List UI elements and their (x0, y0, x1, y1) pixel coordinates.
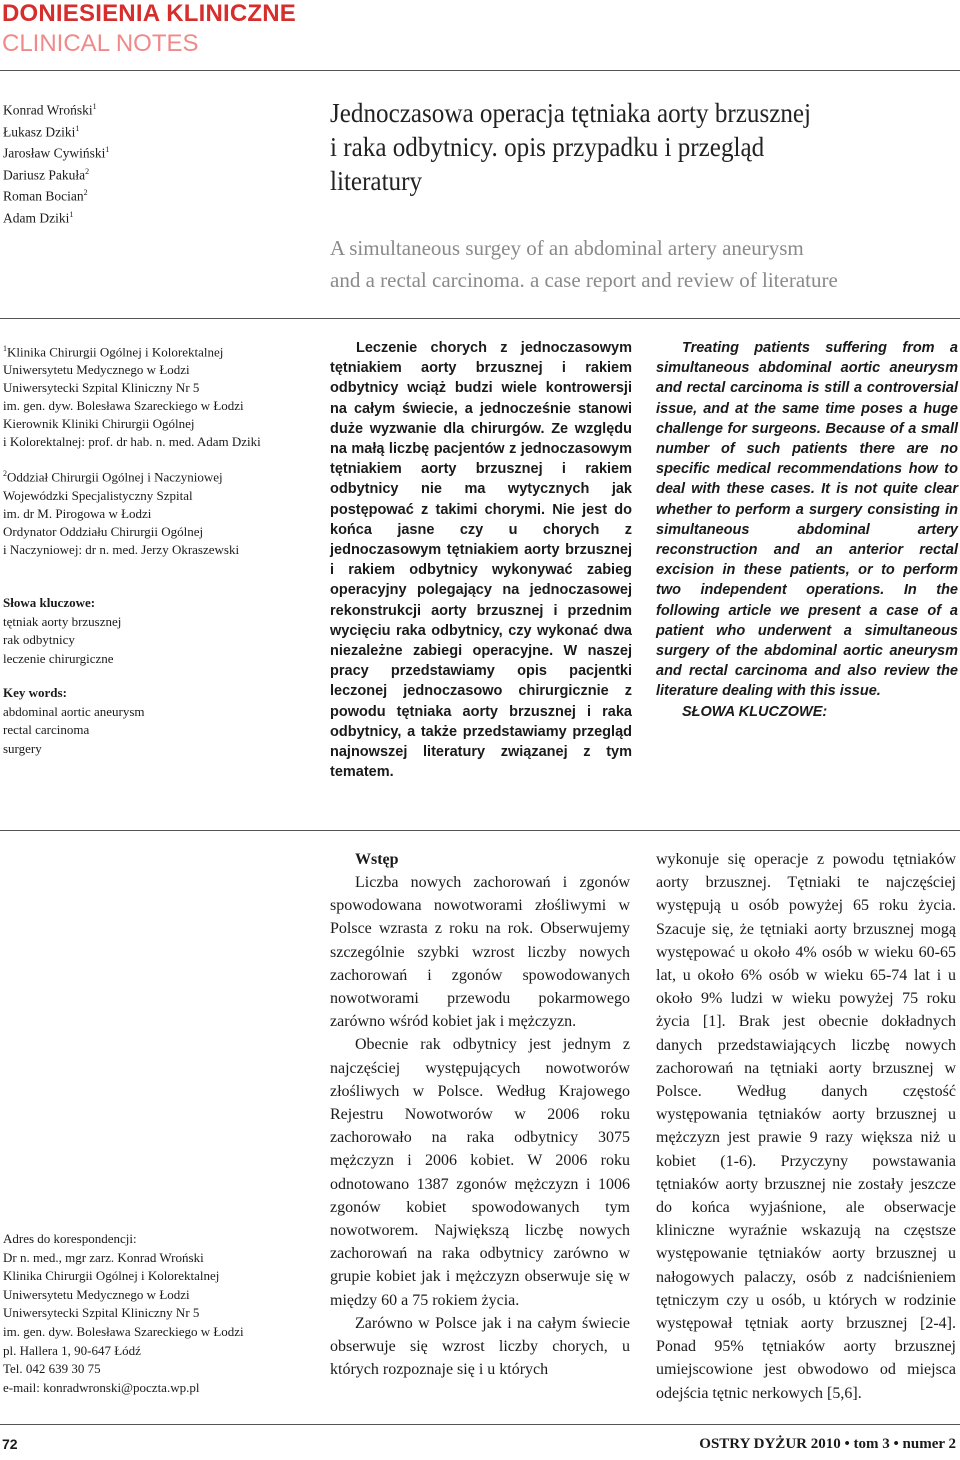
affiliation-1: $^1$Klinika Chirurgii Ogólnej i Kolorektalnej Uniwersytetu Medycznego w Łodzi Uniwersytecki Szpital Kliniczny Nr 5 im. gen. dyw. Bolesława Szareckiego w Łodzi Kierownik Kliniki Chirurgii Ogólnej i Kolorektalnej: prof. dr hab. n. med. Adam Dziki (3, 344, 261, 450)
article-title-en: A simultaneous surgey of an abdominal artery aneurysm and a rectal carcinoma. a case report and review of literature (330, 236, 838, 292)
author: Konrad Wroński$^1$ (3, 102, 97, 118)
paragraph: wykonuje się operacje z powodu tętniaków aorty brzusznej. Tętniaki te najczęściej występują u osób powyżej 65 roku życia. Szacuje się, że tętniaki aorty brzusznej mogą występować u około 4% osób w wieku 60-65 lat, u około 6% osób w wieku 65-74 lat i u około 9% ludzi w wieku powyżej 75 roku życia [1]. Brak jest obecnie dokładnych danych przedstawiających liczbę nowych zachorowań na tętniaki aorty brzusznej w Polsce. Według danych częstość występowania tętniaków aorty brzusznej u mężczyzn jest prawie 9 razy większa niż u kobiet (1-6). Przyczyny powstawania tętniaków aorty brzusznej nie zostały jeszcze do końca wyjaśnione, ale obserwacje kliniczne wyraźnie wskazują na częstsze występowanie tętniaków aorty brzusznej u nałogowych palaczy, osób z nadciśnieniem tętniczym czy u osób, u których w rodzinie występował tętniak aorty brzusznej [2-4]. Ponad 95% tętniaków aorty brzusznej umiejscowione jest obwodowo od miejsca odejścia tętnic nerkowych [5,6]. (656, 851, 956, 1402)
footer-divider (0, 1424, 960, 1425)
author: Dariusz Pakuła$^2$ (3, 166, 90, 182)
author: Łukasz Dziki$^1$ (3, 123, 80, 139)
page-number: 72 (2, 1436, 18, 1452)
keywords-en: Key words: abdominal aortic aneurysm rectal carcinoma surgery (3, 685, 145, 756)
author: Roman Bocian$^2$ (3, 188, 88, 204)
header-divider (0, 70, 960, 71)
abstract-divider (0, 830, 960, 831)
abstract-en: Treating patients suffering from a simultaneous abdominal aortic aneurysm and rectal carcinoma is still a controversial issue, and at the same time poses a huge challenge for surgeons. Because of a small number of such patients there are no specific medical recommendations how to deal with these cases. It is not quite clear whether to perform a surgery consisting in simultaneous abdominal artery reconstruction and an anterior rectal excision in these patients, or to perform two independent operations. In the following article we present a case of a patient who underwent a simultaneous surgery of the abdominal aortic aneurysm and rectal carcinoma and also review the literature dealing with this issue. SŁOWA KLUCZOWE: (656, 338, 958, 722)
title-divider (0, 318, 960, 319)
article-title-pl: Jednoczasowa operacja tętniaka aorty brzusznej i raka odbytnicy. opis przypadku i przegląd literatury (330, 98, 812, 196)
affiliations (3, 340, 323, 573)
email-link[interactable]: e-mail: konradwronski@poczta.wp.pl (3, 1379, 200, 1395)
abstract-keywords-label: SŁOWA KLUCZOWE: (682, 703, 828, 720)
author: Adam Dziki$^1$ (3, 209, 74, 225)
paragraph: Zarówno w Polsce jak i na całym świecie obserwuje się wzrost liczby chorych, u których rozpoznaje się i u których (330, 1314, 630, 1379)
correspondence: Adres do korespondencji: Dr n. med., mgr zarz. Konrad Wroński Klinika Chirurgii Ogólnej i Kolorektalnej Uniwersytetu Medycznego w Łodzi Uniwersytecki Szpital Kliniczny Nr 5 im. gen. dyw. Bolesława Szareckiego w Łodzi pl. Hallera 1, 90-647 Łódź Tel. 042 639 30 75 e-mail: konradwronski@poczta.wp.pl (3, 1230, 323, 1397)
author: Jarosław Cywiński$^1$ (3, 145, 110, 161)
keywords (3, 594, 323, 774)
paragraph: Obecnie rak odbytnicy jest jednym z najczęściej występujących nowotworów złośliwych w Polsce. Według Krajowego Rejestru Nowotworów w 2006 roku zachorowało na raka odbytnicy 3075 mężczyzn i 2006 kobiet. W 2006 roku odnotowano 1387 zgonów mężczyzn i 1006 zgonów kobiet spowodowanych tym nowotworem. Największą liczbę nowych zachorowań na raka odbytnicy zarówno w grupie kobiet jak i mężczyzn obserwuje się w między 60 a 75 rokiem życia. (330, 1036, 630, 1309)
author-list (3, 98, 109, 227)
section-heading-en: CLINICAL NOTES (2, 30, 199, 57)
section-heading-pl: DONIESIENIA KLINICZNE (2, 0, 296, 27)
section-heading: Wstęp (355, 851, 399, 868)
body-column-left (330, 848, 630, 1381)
keywords-pl: Słowa kluczowe: tętniak aorty brzusznej rak odbytnicy leczenie chirurgiczne (3, 595, 122, 666)
journal-footer: OSTRY DYŻUR 2010 • tom 3 • numer 2 (699, 1436, 956, 1452)
affiliation-2: $^2$Oddział Chirurgii Ogólnej i Naczyniowej Wojewódzki Specjalistyczny Szpital im. dr M. Pirogowa w Łodzi Ordynator Oddziału Chirurgii Ogólnej i Naczyniowej: dr n. med. Jerzy Okraszewski (3, 469, 240, 557)
body-column-right (656, 848, 956, 1405)
abstract-pl: Leczenie chorych z jednoczasowym tętniakiem aorty brzusznej i rakiem odbytnicy wciąż budzi wiele kontrowersji na całym świecie, a jednocześnie stanowi duże wyzwanie dla chirurgów. Ze względu na małą liczbę pacjentów z jednoczasowym tętniakiem aorty brzusznej i rakiem odbytnicy nie ma wytycznych jak postępować z takimi chorymi. Nie jest do końca jasne czy u chorych z jednoczasowym tętniakiem aorty brzusznej i rakiem odbytnicy wykonywać zabieg operacyjny polegający na jednoczasowej rekonstrukcji aorty brzusznej i przednim wycięciu raka odbytnicy, czy wykonać dwa niezależne zabiegi operacyjne. W naszej pracy przedstawiamy opis pacjentki leczonej jednoczasowo chirurgicznie z powodu tętniaka aorty brzusznej i raka odbytnicy, a także przedstawiamy przegląd najnowszej literatury związanej z tym tematem. (330, 340, 632, 781)
paragraph: Liczba nowych zachorowań i zgonów spowodowana nowotworami złośliwymi w Polsce wzrasta z roku na rok. Obserwujemy szczególnie szybki wzrost liczby nowych zachorowań i zgonów spowodowanych nowotworami przewodu pokarmowego zarówno wśród kobiet jak i mężczyzn. (330, 874, 630, 1031)
